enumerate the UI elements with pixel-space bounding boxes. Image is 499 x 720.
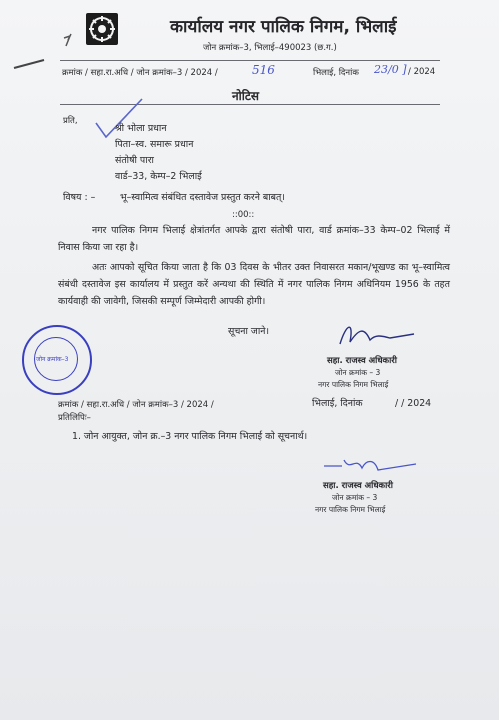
recipient-area: संतोषी पारा	[115, 155, 154, 166]
reference-number-handwritten: 516	[252, 63, 275, 77]
copy-reference-number: क्रमांक / सहा.रा.अधि / जोन क्रमांक–3 / 2024 /	[58, 400, 214, 410]
divider-mark: ::00::	[232, 210, 255, 220]
body-paragraph-1: नगर पालिक निगम भिलाई क्षेत्रांतर्गत आपके द्वारा संतोषी पारा, वार्ड क्रमांक–33 केम्प–02 भिलाई में निवास किया जा रहा है।	[58, 225, 450, 253]
municipal-logo-icon	[86, 13, 118, 45]
signature-1-org: नगर पालिक निगम भिलाई	[318, 380, 389, 389]
signature-2-zone: जोन क्रमांक – 3	[332, 493, 378, 502]
subject-label: विषय : –	[63, 192, 96, 203]
signature-1-title: सहा. राजस्व अधिकारी	[327, 356, 397, 366]
notice-title: नोटिस	[232, 89, 260, 103]
copy-date-blank: / / 2024	[395, 398, 432, 409]
header-divider	[60, 60, 440, 61]
official-seal	[22, 325, 92, 395]
recipient-name: श्री भोला प्रधान	[115, 123, 167, 134]
body-paragraph-2: अतः आपको सूचित किया जाता है कि 03 दिवस के भीतर उक्त निवासरत मकान/भूखण्ड का भू–स्वामित्व संबंधी दस्तावेज इस कार्यालय में प्रस्तुत करें अन्यथा की स्थिति में नगर पालिक निगम अधिनियम 1956 के तहत कार्यवाही की जावेगी, जिसकी सम्पूर्ण जिम्मेदारी आपकी होगी।	[58, 262, 450, 307]
reference-date-handwritten: 23/0 ]	[374, 63, 407, 76]
office-subtitle: जोन क्रमांक–3, भिलाई–490023 (छ.ग.)	[203, 43, 337, 53]
seal-text: जोन क्रमांक–3	[36, 356, 69, 363]
reference-number: क्रमांक / सहा.रा.अधि / जोन क्रमांक–3 / 2024 /	[62, 68, 218, 78]
closing-line: सूचना जाने।	[228, 326, 270, 337]
copy-cc-item: 1. जोन आयुक्त, जोन क्र.–3 नगर पालिक निगम भिलाई को सूचनार्थ।	[72, 431, 308, 442]
signature-1-mark-icon	[330, 316, 420, 356]
copy-date-label: भिलाई, दिनांक	[312, 398, 363, 409]
reference-date-label: भिलाई, दिनांक	[313, 68, 359, 78]
signature-2-org: नगर पालिक निगम भिलाई	[315, 505, 386, 514]
margin-pen-mark-icon	[8, 30, 88, 70]
reference-date-year: / 2024	[408, 67, 436, 77]
copy-cc-label: प्रतिलिपिः–	[58, 413, 91, 423]
signature-2-title: सहा. राजस्व अधिकारी	[323, 481, 393, 491]
signature-1-zone: जोन क्रमांक – 3	[335, 368, 381, 377]
office-title: कार्यालय नगर पालिक निगम, भिलाई	[170, 17, 397, 37]
recipient-ward: वार्ड–33, केम्प–2 भिलाई	[115, 171, 202, 182]
subject-text: भू–स्वामित्व संबंधित दस्तावेज प्रस्तुत करने बाबत्।	[120, 192, 285, 203]
recipient-label: प्रति,	[63, 116, 78, 126]
signature-2-mark-icon	[320, 452, 420, 482]
recipient-father: पिता–स्व. समारू प्रधान	[115, 139, 194, 150]
